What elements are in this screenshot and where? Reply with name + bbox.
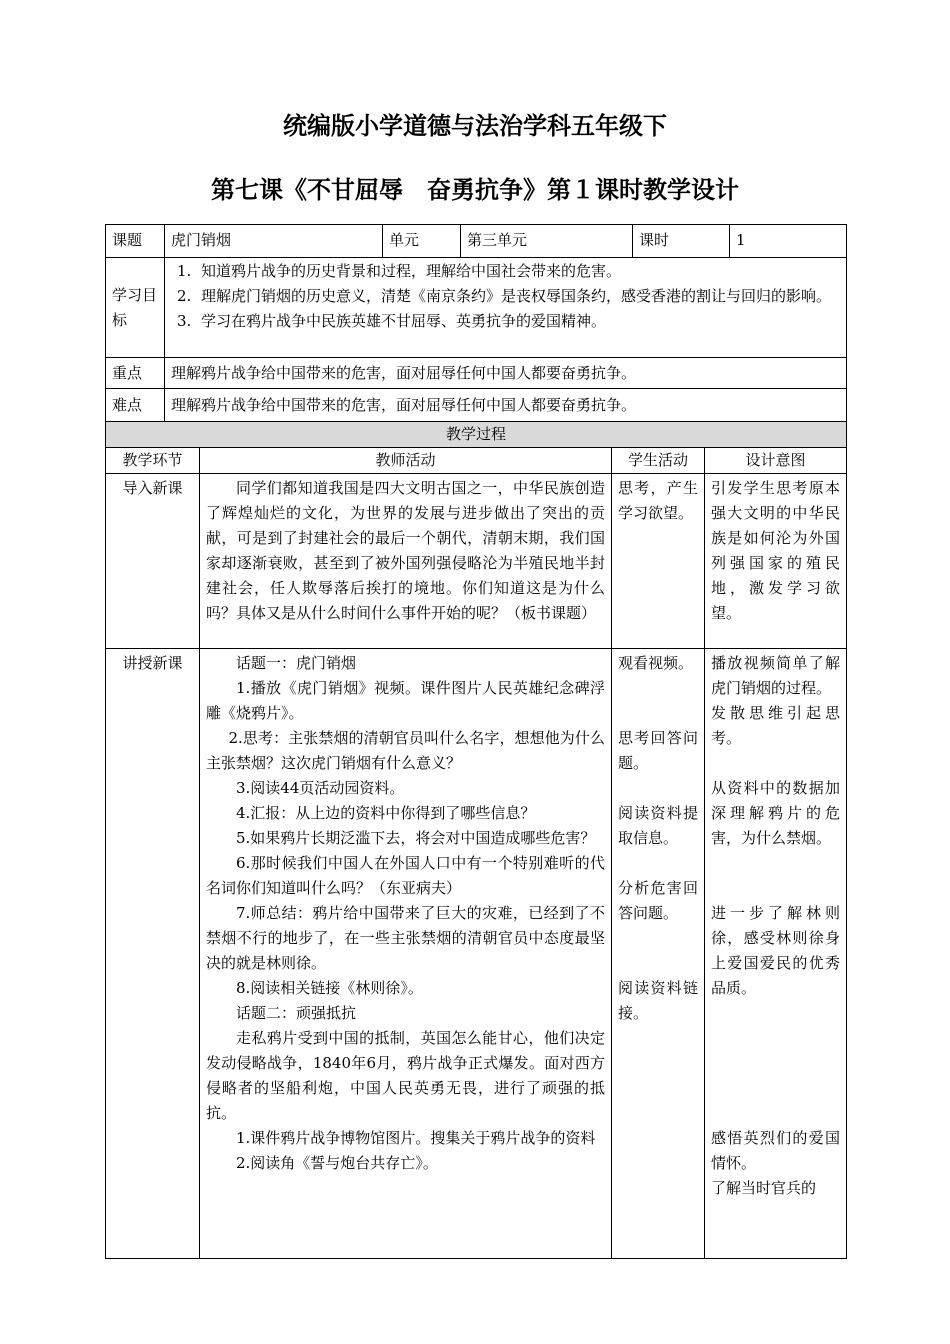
lecture-student-activity: 观看视频。 思考回答问题。 阅读资料提取信息。 分析危害回答问题。 阅读资料链接。 bbox=[612, 649, 705, 1259]
goal-item: 3. 学习在鸦片战争中民族英雄不甘屈辱、英勇抗争的爱国精神。 bbox=[177, 312, 607, 330]
topic-value: 虎门销烟 bbox=[165, 225, 383, 258]
goals-label: 学习目标 bbox=[106, 258, 165, 358]
col-header-student: 学生活动 bbox=[612, 448, 705, 474]
col-header-stage: 教学环节 bbox=[106, 448, 200, 474]
intro-stage: 导入新课 bbox=[106, 474, 200, 649]
intro-design-intent: 引发学生思考原本强大文明的中华民族是如何沦为外国列强国家的殖民地，激发学习欲望。 bbox=[705, 474, 847, 649]
period-value: 1 bbox=[730, 225, 847, 258]
intro-student-activity: 思考，产生学习欲望。 bbox=[612, 474, 705, 649]
difficulty-value: 理解鸦片战争给中国带来的危害，面对屈辱任何中国人都要奋勇抗争。 bbox=[165, 389, 847, 422]
key-point-label: 重点 bbox=[106, 358, 165, 389]
lecture-teacher-activity: 话题一：虎门销烟 1.播放《虎门销烟》视频。课件图片人民英雄纪念碑浮雕《烧鸦片》。 2.思考：主张禁烟的清朝官员叫什么名字，想想他为什么主张禁烟？这次虎门销烟有什么意义？ 3.阅读44页活动园资料。 4.汇报：从上边的资料中你得到了哪些信息？ 5.如果鸦片长期泛滥下去，将会对中国造成哪些危害？ 6.那时候我们中国人在外国人口中有一个特别难听的代名词你们知道叫什么吗？（东亚病夫） 7.师总结：鸦片给中国带来了巨大的灾难，已经到了不禁烟不行的地步了，在一些主张禁烟的清朝官员中态度最坚决的就是林则徐。 8.阅读相关链接《林则徐》。 话题二：顽强抵抗 走私鸦片受到中国的抵制，英国怎么能甘心，他们决定发动侵略战争，1840年6月，鸦片战争正式爆发。面对西方侵略者的坚船利炮，中国人民英勇无畏，进行了顽强的抵抗。 1.课件鸦片战争博物馆图片。搜集关于鸦片战争的资料 2.阅读角《誓与炮台共存亡》。 bbox=[200, 649, 612, 1259]
goal-item: 1. 知道鸦片战争的历史背景和过程，理解给中国社会带来的危害。 bbox=[177, 262, 622, 280]
lecture-stage: 讲授新课 bbox=[106, 649, 200, 1259]
process-section-title: 教学过程 bbox=[106, 422, 847, 448]
goal-item: 2. 理解虎门销烟的历史意义，清楚《南京条约》是丧权辱国条约，感受香港的割让与回归的影响。 bbox=[177, 287, 832, 305]
goals-cell bbox=[165, 258, 847, 358]
document-title-line1: 统编版小学道德与法治学科五年级下 bbox=[283, 111, 667, 140]
unit-label: 单元 bbox=[383, 225, 461, 258]
key-point-value: 理解鸦片战争给中国带来的危害，面对屈辱任何中国人都要奋勇抗争。 bbox=[165, 358, 847, 389]
intro-teacher-activity: 同学们都知道我国是四大文明古国之一，中华民族创造了辉煌灿烂的文化，为世界的发展与进步做出了突出的贡献，可是到了封建社会的最后一个朝代，清朝末期，我们国家却逐渐衰败，甚至到了被外国列强侵略沦为半殖民地半封建社会，任人欺辱落后挨打的境地。你们知道这是为什么吗？具体又是从什么时间什么事件开始的呢？（板书课题） bbox=[200, 474, 612, 649]
document-title-line2: 第七课《不甘屈辱 奋勇抗争》第１课时教学设计 bbox=[211, 175, 739, 204]
unit-value: 第三单元 bbox=[461, 225, 633, 258]
col-header-teacher: 教师活动 bbox=[200, 448, 612, 474]
col-header-intent: 设计意图 bbox=[705, 448, 847, 474]
goals-list bbox=[171, 259, 840, 334]
lesson-info-table bbox=[105, 224, 847, 422]
topic-label: 课题 bbox=[106, 225, 165, 258]
lecture-design-intent: 播放视频简单了解虎门销烟的过程。 发散思维引起思考。 从资料中的数据加深理解鸦片的危害，为什么禁烟。 进一步了解林则徐，感受林则徐身上爱国爱民的优秀品质。 感悟英烈们的爱国情怀。 了解当时官兵的 bbox=[705, 649, 847, 1259]
teaching-process-table bbox=[105, 421, 847, 1259]
difficulty-label: 难点 bbox=[106, 389, 165, 422]
period-label: 课时 bbox=[633, 225, 730, 258]
